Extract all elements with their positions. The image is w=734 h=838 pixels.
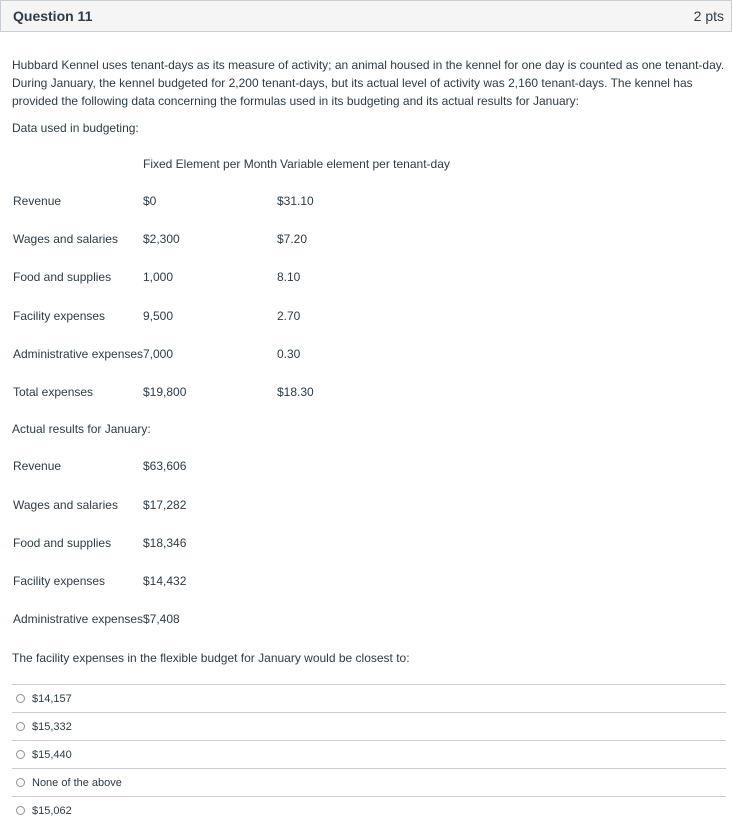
- answer-option[interactable]: [12, 712, 726, 740]
- answer-label[interactable]: $15,332: [32, 720, 72, 733]
- budget-row-fixed: 1,000: [143, 270, 174, 284]
- actual-row-value: $18,346: [143, 536, 187, 550]
- answer-option[interactable]: [12, 796, 726, 824]
- answer-option[interactable]: [12, 740, 726, 768]
- actual-row-value: $7,408: [143, 612, 180, 626]
- budget-row-fixed: $19,800: [143, 385, 187, 399]
- budget-col-variable: Variable element per tenant-day: [280, 157, 450, 171]
- question-header: [0, 0, 732, 32]
- budget-row-fixed: $2,300: [143, 232, 180, 246]
- budget-row-fixed: 9,500: [143, 309, 174, 323]
- budget-row-label: Administrative expenses: [13, 347, 144, 361]
- budget-row-label: Wages and salaries: [13, 232, 118, 246]
- budget-heading: Data used in budgeting:: [12, 121, 139, 135]
- answer-option[interactable]: [12, 768, 726, 796]
- budget-row-label: Facility expenses: [13, 309, 106, 323]
- radio-button[interactable]: [16, 806, 25, 815]
- actual-row-label: Revenue: [13, 459, 62, 473]
- budget-row-label: Revenue: [13, 194, 62, 208]
- radio-button[interactable]: [16, 750, 25, 759]
- answer-label[interactable]: $15,062: [32, 804, 72, 817]
- answer-label[interactable]: None of the above: [32, 776, 122, 789]
- actual-heading: Actual results for January:: [12, 422, 151, 436]
- actual-row-label: Wages and salaries: [13, 498, 118, 512]
- question-title: Question 11: [13, 8, 93, 24]
- budget-row-variable: 0.30: [277, 347, 301, 361]
- answer-label[interactable]: $14,157: [32, 692, 72, 705]
- radio-button[interactable]: [16, 722, 25, 731]
- question-points: 2 pts: [693, 8, 724, 24]
- budget-row-variable: $18.30: [277, 385, 314, 399]
- answer-label[interactable]: $15,440: [32, 748, 72, 761]
- actual-row-value: $17,282: [143, 498, 187, 512]
- intro-line-2: During January, the kennel budgeted for 2,200 tenant-days, but its actual level of activity was 2,160 tenant-days. The kennel has: [12, 76, 693, 90]
- actual-row-label: Food and supplies: [13, 536, 112, 550]
- intro-line-3: provided the following data concerning the formulas used in its budgeting and its actual results for January:: [12, 94, 579, 108]
- budget-row-variable: 8.10: [277, 270, 301, 284]
- radio-button[interactable]: [16, 778, 25, 787]
- actual-row-value: $14,432: [143, 574, 187, 588]
- budget-row-variable: $31.10: [277, 194, 314, 208]
- budget-row-variable: 2.70: [277, 309, 301, 323]
- radio-button[interactable]: [16, 694, 25, 703]
- budget-row-label: Food and supplies: [13, 270, 112, 284]
- actual-row-label: Administrative expenses: [13, 612, 144, 626]
- actual-row-label: Facility expenses: [13, 574, 106, 588]
- budget-row-label: Total expenses: [13, 385, 94, 399]
- budget-col-fixed: Fixed Element per Month: [143, 157, 278, 171]
- budget-row-fixed: $0: [143, 194, 157, 208]
- actual-row-value: $63,606: [143, 459, 187, 473]
- budget-row-variable: $7.20: [277, 232, 308, 246]
- question-prompt: The facility expenses in the flexible budget for January would be closest to:: [12, 651, 410, 665]
- answer-list: [12, 684, 726, 824]
- answer-option[interactable]: [12, 684, 726, 712]
- budget-row-fixed: 7,000: [143, 347, 174, 361]
- intro-line-1: Hubbard Kennel uses tenant-days as its measure of activity; an animal housed in the kennel for one day is counted as one tenant-day.: [12, 58, 725, 72]
